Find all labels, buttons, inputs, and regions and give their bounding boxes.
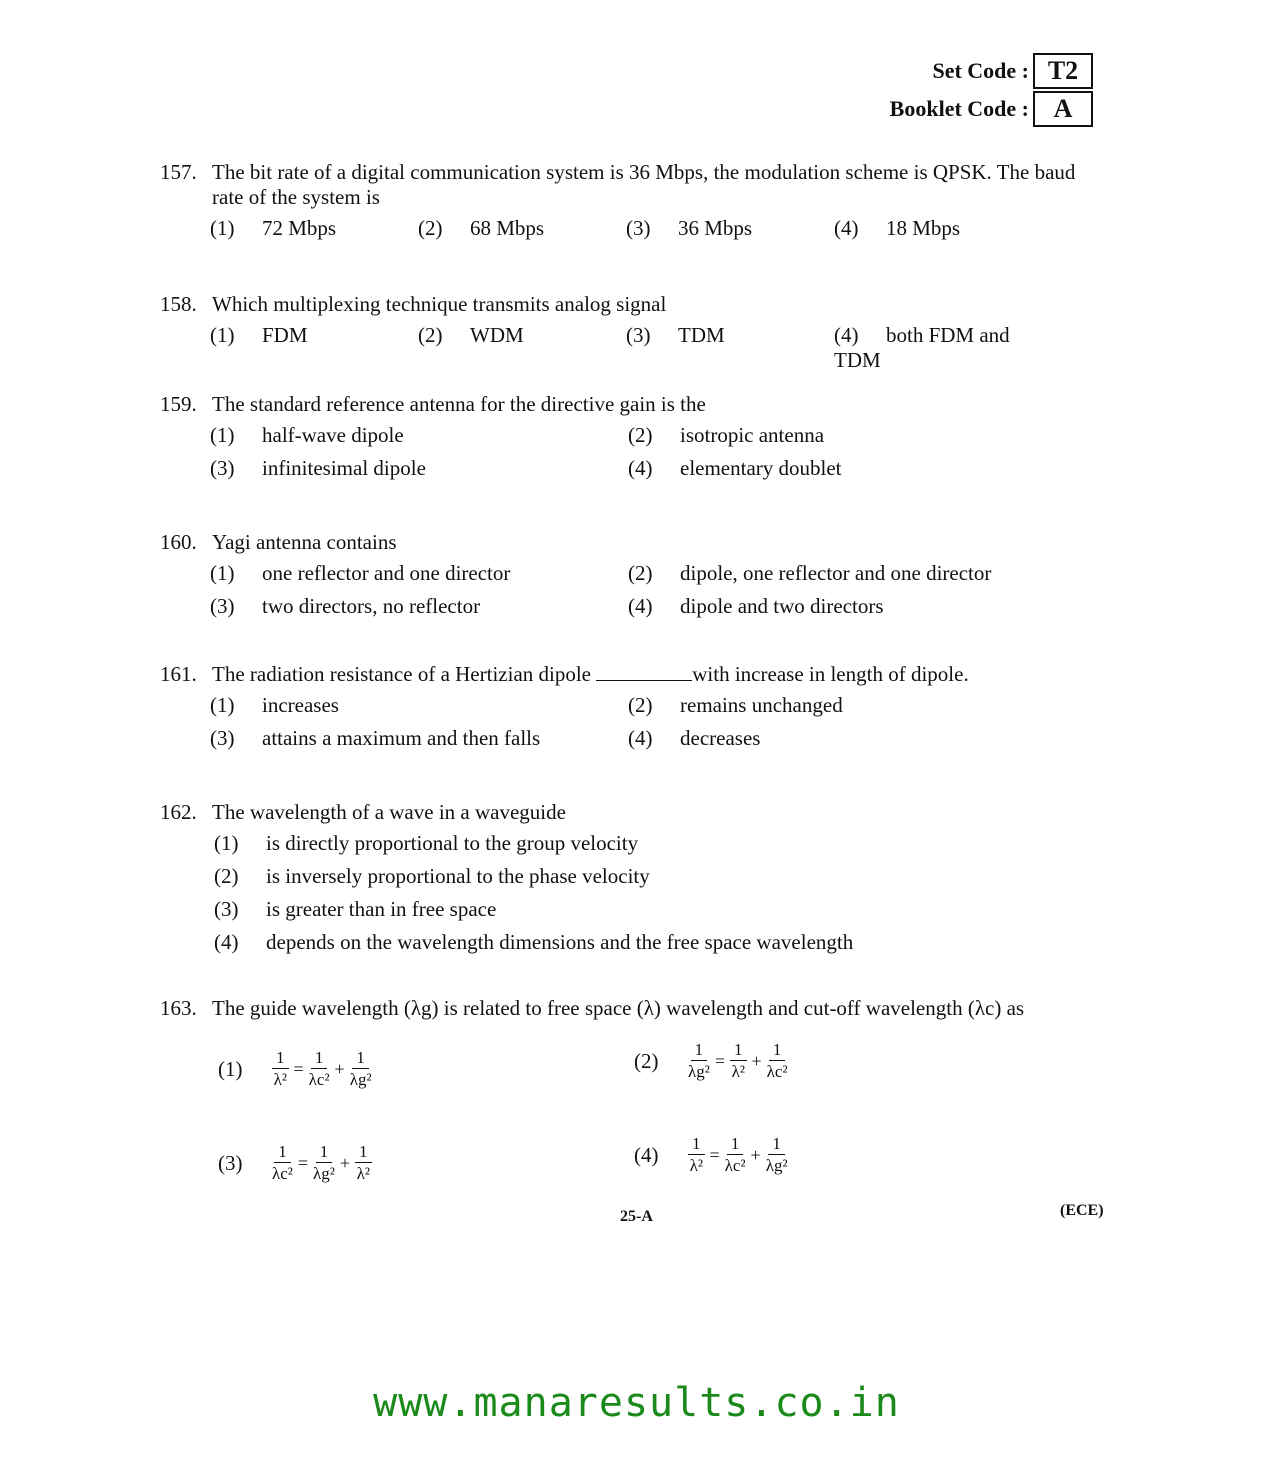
option-number: (4) — [834, 216, 859, 240]
option-3 — [626, 323, 834, 373]
option-1 — [210, 693, 628, 718]
options — [210, 423, 1110, 481]
option-number: (3) — [626, 216, 651, 240]
equation-options — [218, 1040, 918, 1210]
option-4 — [628, 726, 1048, 751]
option-number: (2) — [214, 864, 239, 888]
fraction-term-2: $\frac{1}{\text{λg²}}$ — [349, 1048, 372, 1089]
plus-sign: + — [339, 1153, 351, 1173]
question-number: 157. — [160, 160, 197, 184]
option-number: (1) — [210, 216, 235, 240]
question-number: 159. — [160, 392, 197, 416]
question-161 — [160, 662, 1110, 751]
page-number: 25-A — [620, 1208, 653, 1225]
option-text: attains a maximum and then falls — [262, 726, 541, 750]
option-2 — [628, 693, 1048, 718]
equation-option-4 — [634, 1134, 790, 1177]
question-text-before: The radiation resistance of a Hertizian dipole — [212, 662, 592, 686]
booklet-code-label: Booklet Code : — [889, 96, 1029, 121]
equals-sign: = — [709, 1145, 720, 1165]
question-text — [212, 662, 1110, 687]
option-text: isotropic antenna — [680, 423, 825, 447]
option-text: both FDM and TDM — [834, 323, 1010, 372]
option-text: dipole, one reflector and one director — [680, 561, 992, 585]
equation-option-1 — [218, 1048, 374, 1091]
option-number: (2) — [628, 423, 653, 447]
question-number: 158. — [160, 292, 197, 316]
fraction-lhs: $\frac{1}{\text{λ²}}$ — [273, 1048, 287, 1089]
plus-sign: + — [334, 1059, 345, 1079]
question-number: 162. — [160, 800, 197, 824]
option-text: 18 Mbps — [886, 216, 961, 240]
option-text: WDM — [470, 323, 524, 347]
fraction-term-1: $\frac{1}{\text{λ²}}$ — [731, 1040, 745, 1081]
watermark-link[interactable]: www.manaresults.co.in — [373, 1380, 900, 1426]
option-2 — [214, 864, 1110, 889]
plus-sign: + — [751, 1051, 762, 1071]
option-number: (2) — [418, 323, 443, 347]
options — [214, 831, 1110, 955]
option-text: infinitesimal dipole — [262, 456, 426, 480]
option-1 — [214, 831, 1110, 856]
option-number: (1) — [210, 561, 235, 585]
fraction-term-1: $\frac{1}{\text{λc²}}$ — [724, 1134, 746, 1175]
option-2 — [628, 423, 1048, 448]
option-number: (1) — [218, 1057, 243, 1081]
option-text: half-wave dipole — [262, 423, 404, 447]
equals-sign: = — [293, 1059, 304, 1079]
question-text: The guide wavelength (λg) is related to free space (λ) wavelength and cut-off wavelength (λc) as — [212, 996, 1025, 1020]
equals-sign: = — [297, 1153, 309, 1173]
options — [210, 323, 1110, 373]
option-text: depends on the wavelength dimensions and the free space wavelength — [266, 930, 854, 954]
option-number: (4) — [628, 456, 653, 480]
option-text: is inversely proportional to the phase velocity — [266, 864, 650, 888]
option-text: two directors, no reflector — [262, 594, 481, 618]
option-number: (3) — [626, 323, 651, 347]
option-text: dipole and two directors — [680, 594, 884, 618]
answer-blank — [596, 664, 692, 681]
option-1 — [210, 323, 418, 373]
option-number: (3) — [218, 1151, 243, 1175]
options — [210, 216, 1110, 241]
option-number: (1) — [210, 323, 235, 347]
fraction-term-2: $\frac{1}{\text{λg²}}$ — [765, 1134, 788, 1175]
question-number: 161. — [160, 662, 197, 686]
equation-option-3 — [218, 1142, 374, 1185]
option-4 — [628, 594, 1048, 619]
question-158 — [160, 292, 1110, 373]
question-157 — [160, 160, 1110, 241]
question-text-after: with increase in length of dipole. — [692, 662, 969, 686]
question-159 — [160, 392, 1110, 481]
question-text: Which multiplexing technique transmits analog signal — [212, 292, 667, 316]
option-number: (4) — [628, 726, 653, 750]
fraction-lhs: $\frac{1}{\text{λc²}}$ — [272, 1142, 293, 1183]
question-162 — [160, 800, 1110, 963]
option-4 — [834, 216, 1042, 241]
option-text: 72 Mbps — [262, 216, 337, 240]
option-3 — [214, 897, 1110, 922]
option-text: increases — [262, 693, 339, 717]
option-1 — [210, 561, 628, 586]
option-text: FDM — [262, 323, 308, 347]
option-number: (3) — [210, 726, 235, 750]
equation-option-2 — [634, 1040, 790, 1083]
option-3 — [210, 456, 628, 481]
fraction-term-2: $\frac{1}{\text{λ²}}$ — [356, 1142, 370, 1183]
question-text: Yagi antenna contains — [212, 530, 397, 554]
code-block — [890, 52, 1093, 128]
question-number: 163. — [160, 996, 197, 1020]
option-number: (2) — [628, 561, 653, 585]
option-number: (4) — [834, 323, 859, 347]
option-text: one reflector and one director — [262, 561, 511, 585]
equals-sign: = — [714, 1051, 725, 1071]
fraction-term-1: $\frac{1}{\text{λg²}}$ — [313, 1142, 335, 1183]
option-text: decreases — [680, 726, 761, 750]
set-code-row — [890, 52, 1093, 90]
fraction-lhs: $\frac{1}{\text{λ²}}$ — [689, 1134, 703, 1175]
option-1 — [210, 423, 628, 448]
option-number: (3) — [214, 897, 239, 921]
option-3 — [210, 594, 628, 619]
question-text: The wavelength of a wave in a waveguide — [212, 800, 566, 824]
option-number: (4) — [634, 1143, 659, 1167]
option-text: TDM — [678, 323, 725, 347]
question-160 — [160, 530, 1110, 619]
option-number: (4) — [628, 594, 653, 618]
option-2 — [418, 323, 626, 373]
question-text: The bit rate of a digital communication system is 36 Mbps, the modulation scheme is QPSK. The baud rate of the system is — [212, 160, 1076, 209]
question-text: The standard reference antenna for the directive gain is the — [212, 392, 706, 416]
option-text: is greater than in free space — [266, 897, 497, 921]
option-3 — [626, 216, 834, 241]
booklet-code-value: A — [1033, 91, 1093, 127]
options — [210, 693, 1110, 751]
fraction-lhs: $\frac{1}{\text{λg²}}$ — [688, 1040, 710, 1081]
option-number: (1) — [214, 831, 239, 855]
option-text: is directly proportional to the group velocity — [266, 831, 639, 855]
option-number: (2) — [634, 1049, 659, 1073]
option-1 — [210, 216, 418, 241]
set-code-value: T2 — [1033, 53, 1093, 89]
option-text: remains unchanged — [680, 693, 843, 717]
set-code-label: Set Code : — [932, 58, 1029, 83]
fraction-term-1: $\frac{1}{\text{λc²}}$ — [308, 1048, 330, 1089]
question-number: 160. — [160, 530, 197, 554]
booklet-code-row — [890, 90, 1093, 128]
option-number: (2) — [628, 693, 653, 717]
plus-sign: + — [750, 1145, 761, 1165]
option-number: (1) — [210, 693, 235, 717]
option-4 — [834, 323, 1042, 373]
option-number: (2) — [418, 216, 443, 240]
option-2 — [628, 561, 1048, 586]
subject-code: (ECE) — [1060, 1202, 1104, 1219]
option-4 — [214, 930, 1110, 955]
option-number: (4) — [214, 930, 239, 954]
option-text: 68 Mbps — [470, 216, 545, 240]
option-text: 36 Mbps — [678, 216, 753, 240]
option-text: elementary doublet — [680, 456, 842, 480]
fraction-term-2: $\frac{1}{\text{λc²}}$ — [766, 1040, 788, 1081]
option-number: (3) — [210, 594, 235, 618]
option-2 — [418, 216, 626, 241]
option-number: (1) — [210, 423, 235, 447]
option-3 — [210, 726, 628, 751]
question-163 — [160, 996, 1110, 1021]
option-number: (3) — [210, 456, 235, 480]
options — [210, 561, 1110, 619]
option-4 — [628, 456, 1048, 481]
